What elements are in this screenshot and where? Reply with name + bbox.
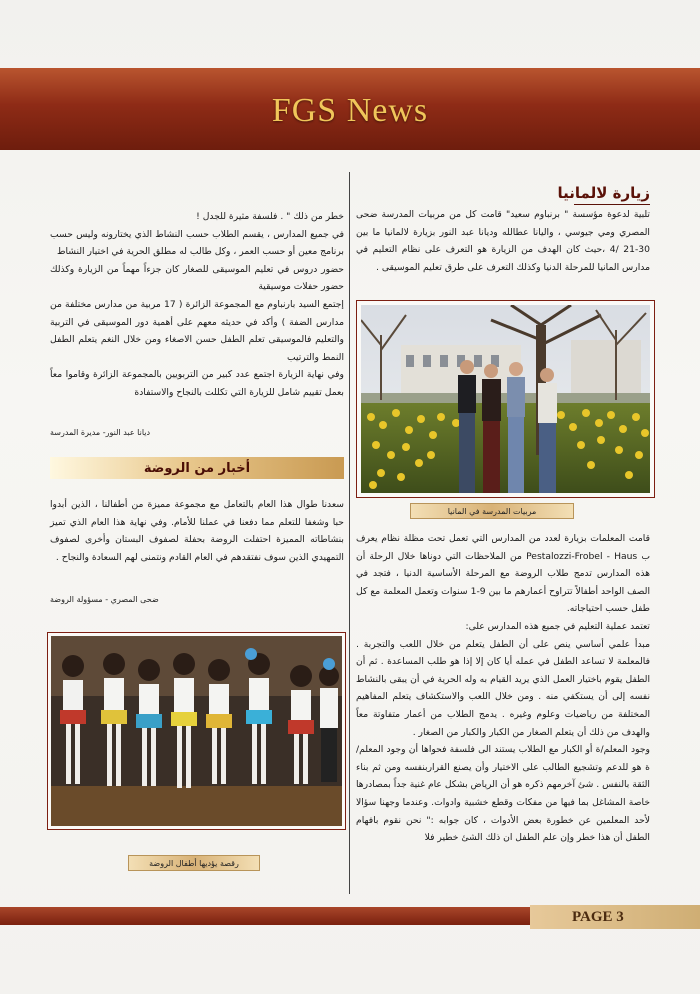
- teachers-in-germany-photo: [361, 305, 650, 493]
- title-underline: [574, 204, 650, 205]
- newsletter-title: FGS News: [271, 92, 429, 129]
- body-paragraph-1: قامت المعلمات بزيارة لعدد من المدارس التي تعمل تحت مظلة نظام يعرف ب Pestalozzi-Frobel - Haus من الملاحظات التي دوناها خلال الرحلة أن هذه المدارس تدمج طلاب الروضة مع المرحلة الأساسية الدنيا ، فتجد في الصف الواحد أطفالاً تتراوح أعمارهم ما بين 9-1 سنوات وتعمل المعلمة مع كل طفل حسب احتياجاته.: [356, 533, 651, 615]
- kindergarten-heading-bar: [50, 457, 344, 479]
- body-paragraph-2: تعتمد عملية التعليم في جميع هذه المدارس على:: [465, 620, 650, 632]
- kindergarten-photo: [51, 636, 342, 826]
- continuation-paragraph-4: وفي نهاية الزيارة اجتمع عدد كبير من التربويين بالمجموعة الزائرة وقاموا معاً بعمل تقييم شامل للزيارة التي تكللت بالنجاح والاستفادة: [50, 369, 344, 398]
- body-paragraph-4: وجود المعلم/ة أو الكبار مع الطلاب يستند الى فلسفة فحواها أن وجود المعلم/ة هو للدعم وتشجيع الطالب على الاختيار وأن يصنع القراربنفسه ومن ثم بناء الثقة بالنفس . شئ آخرمهم ذكره هو أن الرياض بشكل عام غنية جداً بمصادرها خاصة المشاغل بما فيها من مفكات وقطع خشبية وادوات. وعندما وجهنا سؤالا لأحد المعلمين عن خطورة بعض الأدوات ، كان جوابه :" نحن نقوم بافهام الطفل أن هذا خطر وإن علم الطفل ان ذلك الشئ خطير فلا: [356, 744, 650, 844]
- page-number: PAGE 3: [572, 908, 624, 925]
- column-divider: [349, 172, 350, 894]
- continuation-paragraph-1: في جميع المدارس ، يقسم الطلاب حسب النشاط الذي يختارونه وليس حسب برنامج معين أو حسب العمر ، وكل طالب له مطلق الحرية في اختيار النشاط: [50, 228, 344, 258]
- kindergarten-photo-caption: رقصة يؤديها أطفال الروضة: [128, 855, 260, 871]
- kindergarten-signature: ضحى المصري - مسؤولة الروضة: [50, 595, 159, 604]
- germany-article-title: زيارة لالمانيا: [557, 184, 650, 202]
- continuation-paragraph-3: إجتمع السيد بارنباوم مع المجموعة الزائرة ( 17 مربية من مدارس مختلفة من مدارس الضفة ) وأكد في حديثه معهم على أهمية دور الموسيقى في التربية والتعليم فالموسيقى تعلم الطفل حسن الاصغاء ومن خلال النغم يتعلم الطفل النمط والترتيب: [50, 298, 344, 363]
- germany-signature: ديانا عبد النور- مديرة المدرسة: [50, 428, 151, 437]
- kindergarten-paragraph: سعدنا طوال هذا العام بالتعامل مع مجموعة مميزة من أطفالنا ، الذين أبدوا حبا وشغفا للتعلم مما دفعنا في عملنا للأمام. وفي نهاية هذا العام الذي تميز بنشاطاته المميزة احتفلت الروضة بحفلة لصفوف البستان وأخرى لصفوف التمهيدي الذين سوف نفتقدهم في العام القادم ونتمنى لهم السعادة والنجاح .: [50, 499, 344, 563]
- kindergarten-title: أخبار من الروضة: [143, 460, 251, 476]
- germany-article-intro: [356, 206, 650, 276]
- kindergarten-article-body: [50, 496, 344, 566]
- germany-photo: [361, 305, 650, 493]
- germany-article-body: [356, 530, 650, 847]
- intro-paragraph: تلبية لدعوة مؤسسة " برنباوم سعيد" قامت كل من مربيات المدرسة ضحى المصري ومي جيوسي ، واليانا عطالله وديانا عبد النور بزيارة لالمانيا ما بين 30-21 /4 ،حيث كان الهدف من الزيارة هو التعرف على نظام التعليم في مدارس المانيا للمرحلة الدنيا وكذلك التعرف على طرق تعليم الموسيقى .: [356, 209, 650, 273]
- kindergarten-photo-frame: [47, 632, 346, 830]
- footer-bar: [0, 907, 530, 925]
- kindergarten-dance-photo: [51, 636, 342, 826]
- continuation-paragraph-2: حضور دروس في تعليم الموسيقى للصغار كان جزءاً مهماً من الزيارة وكذلك حضور حفلات موسيقية: [50, 263, 344, 293]
- germany-article-continuation: [50, 208, 344, 402]
- body-paragraph-3: مبدأ علمي أساسي ينص على أن الطفل يتعلم من خلال اللعب والتجربة . فالمعلمة لا تساعد الطفل في عمله أيا كان إلا إذا هو طلب المساعدة . ثم أن الطفل يقوم باختيار العمل الذي يريد القيام به وله الحرية في أن يبقى بالنشاط نفسه إلى أن يستكفي منه . ومن خلال اللعب والاستكشاف يتعلم المفاهيم المختلفة من رياضيات وعلوم وغيره . يدمج الطلاب من أعمار متفاوتة معاً والهدف من ذلك أن يتعلم الصغار من الكبار والكبار من الصغار .: [356, 638, 650, 738]
- germany-photo-caption: مربيات المدرسة في المانيا: [410, 503, 574, 519]
- page-number-tab: [530, 905, 700, 929]
- continuation-line: خطر من ذلك " . فلسفة مثيرة للجدل !: [196, 211, 344, 222]
- germany-photo-frame: [356, 300, 655, 498]
